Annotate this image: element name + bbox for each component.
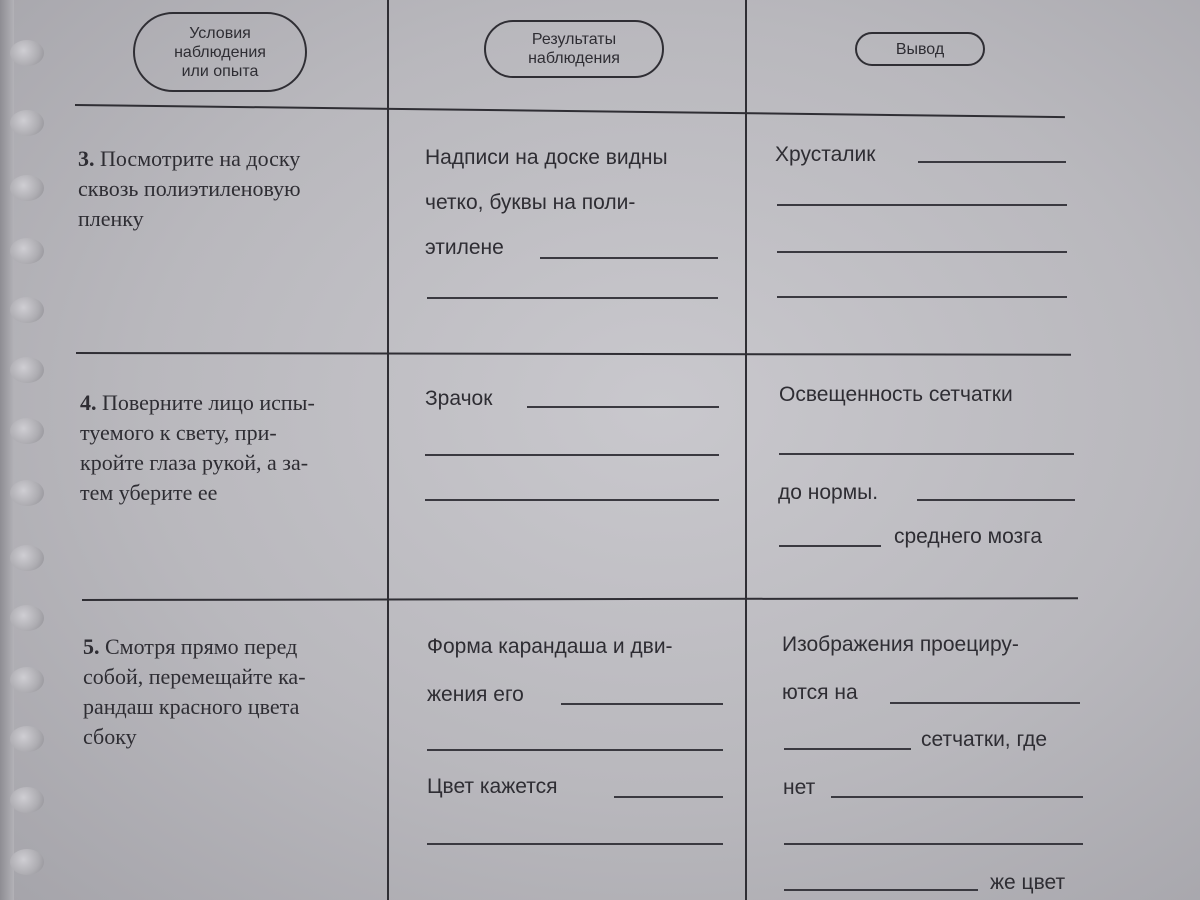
result-text: Цвет кажется [427, 775, 558, 798]
binding-hole [10, 175, 44, 201]
binding-hole [10, 605, 44, 631]
answer-blank[interactable] [779, 453, 1074, 455]
answer-blank[interactable] [777, 251, 1067, 253]
conclusion-text: нет [783, 776, 816, 799]
binding-hole [10, 238, 44, 264]
answer-blank[interactable] [425, 454, 719, 456]
binding-hole [10, 357, 44, 383]
row-number: 3. [78, 146, 95, 171]
binding-hole [10, 40, 44, 66]
condition-row-5 [83, 632, 306, 752]
answer-blank[interactable] [427, 749, 723, 751]
binding-hole [10, 297, 44, 323]
answer-blank[interactable] [777, 296, 1067, 298]
answer-blank[interactable] [527, 406, 719, 408]
result-text: жения его [427, 683, 524, 706]
binding-hole [10, 110, 44, 136]
binding-hole [10, 726, 44, 752]
answer-blank[interactable] [784, 843, 1083, 845]
result-text: четко, буквы на поли- [425, 191, 636, 214]
table-divider-2 [745, 0, 747, 900]
conclusion-text: среднего мозга [894, 525, 1043, 548]
answer-blank[interactable] [917, 499, 1075, 501]
row-number: 5. [83, 634, 100, 659]
condition-row-4 [80, 388, 315, 508]
answer-blank[interactable] [540, 257, 718, 259]
conclusion-text: Хрусталик [775, 143, 876, 166]
conclusion-text: же цвет [990, 871, 1066, 894]
answer-blank[interactable] [425, 499, 719, 501]
answer-blank[interactable] [561, 703, 723, 705]
binding-hole [10, 787, 44, 813]
answer-blank[interactable] [779, 545, 881, 547]
result-text: Форма карандаша и дви- [427, 635, 673, 658]
answer-blank[interactable] [784, 748, 911, 750]
conclusion-text: ются на [782, 681, 858, 704]
answer-blank[interactable] [427, 843, 723, 845]
conclusion-text: Освещенность сетчатки [779, 383, 1013, 406]
conclusion-text: Изображения проециру- [782, 633, 1019, 656]
row-number: 4. [80, 390, 97, 415]
binding-hole [10, 667, 44, 693]
answer-blank[interactable] [918, 161, 1066, 163]
answer-blank[interactable] [777, 204, 1067, 206]
table-divider-1 [387, 0, 389, 900]
header-conclusion-pill: Вывод [855, 32, 985, 66]
page-edge [0, 0, 14, 900]
condition-row-3 [78, 144, 301, 234]
table-line-row4 [82, 597, 1078, 601]
answer-blank[interactable] [784, 889, 978, 891]
header-conditions-pill: Условия наблюдения или опыта [133, 12, 307, 92]
answer-blank[interactable] [890, 702, 1080, 704]
binding-hole [10, 849, 44, 875]
condition-text: Посмотрите на доску сквозь полиэтиленовую пленку [78, 146, 301, 231]
result-text: этилене [425, 236, 504, 259]
condition-text: Смотря прямо перед собой, перемещайте ка- рандаш красного цвета сбоку [83, 634, 306, 749]
conclusion-text: сетчатки, где [921, 728, 1048, 751]
answer-blank[interactable] [614, 796, 723, 798]
answer-blank[interactable] [427, 297, 718, 299]
binding-hole [10, 480, 44, 506]
table-line-header [75, 104, 1065, 118]
table-line-row3 [76, 352, 1071, 356]
condition-text: Поверните лицо испы- туемого к свету, при- кройте глаза рукой, а за- тем уберите ее [80, 390, 315, 505]
answer-blank[interactable] [831, 796, 1083, 798]
conclusion-text: до нормы. [778, 481, 879, 504]
binding-hole [10, 418, 44, 444]
result-text: Зрачок [425, 387, 493, 410]
result-text: Надписи на доске видны [425, 146, 668, 169]
binding-hole [10, 545, 44, 571]
header-results-pill: Результаты наблюдения [484, 20, 664, 78]
